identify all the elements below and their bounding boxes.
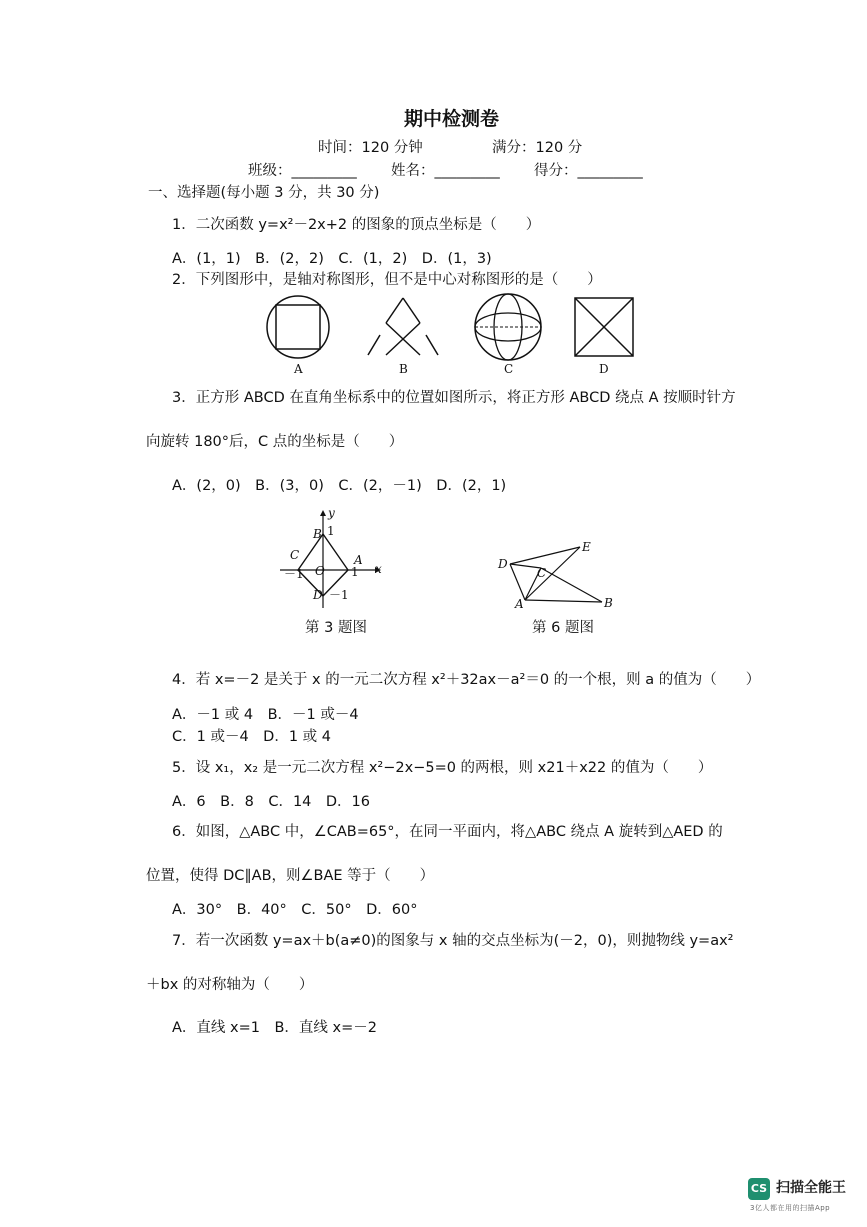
fig6-label-d: D — [498, 557, 508, 571]
fig3-label-y: y — [328, 506, 335, 520]
page-title: 期中检测卷 — [404, 108, 500, 130]
section-heading: 一、选择题(每小题 3 分，共 30 分) — [148, 185, 380, 201]
question-4-options-line2: C．1 或－4 D．1 或 4 — [172, 729, 332, 745]
question-3-options: A．(2，0) B．(3，0) C．(2，－1) D．(2，1) — [172, 478, 507, 494]
q2-figure-a — [258, 293, 338, 363]
fig3-label-one-top: 1 — [327, 524, 335, 538]
q2-figure-b-label: B — [399, 362, 408, 376]
fig3-label-x: x — [375, 562, 382, 576]
q2-figure-b — [363, 293, 443, 363]
fig3-label-c: C — [290, 548, 300, 562]
question-5-options: A．6 B．8 C．14 D．16 — [172, 794, 371, 810]
score-field: 得分：_________ — [534, 163, 643, 179]
fig3-label-neg-one: －1 — [284, 567, 304, 581]
scanner-logo-icon: CS — [748, 1178, 770, 1200]
question-1-stem: 1．二次函数 y=x²－2x+2 的图象的顶点坐标是（ ） — [172, 217, 541, 233]
question-7-stem-line1: 7．若一次函数 y=ax＋b(a≠0)的图象与 x 轴的交点坐标为(－2，0)，则抛物线 y=ax² — [172, 933, 734, 949]
question-4-stem: 4．若 x=－2 是关于 x 的一元二次方程 x²＋32ax－a²＝0 的一个根，则 a 的值为（ ） — [172, 672, 761, 688]
scanner-app-tagline: 3亿人都在用的扫描App — [750, 1204, 831, 1212]
question-7-stem-line2: ＋bx 的对称轴为（ ） — [146, 977, 314, 993]
question-2-stem: 2．下列图形中，是轴对称图形，但不是中心对称图形的是（ ） — [172, 272, 602, 288]
name-field: 姓名：_________ — [391, 163, 500, 179]
question-7-options: A．直线 x=1 B．直线 x=－2 — [172, 1020, 377, 1036]
q2-figure-c-label: C — [504, 362, 514, 376]
fig3-label-b: B — [313, 527, 322, 541]
q2-figure-d — [570, 293, 640, 363]
full-score: 满分：120 分 — [492, 140, 583, 156]
q2-figure-d-label: D — [599, 362, 609, 376]
fig6-label-a: A — [515, 597, 524, 611]
question-1-options: A．(1，1) B．(2，2) C．(1，2) D．(1，3) — [172, 251, 492, 267]
exam-time: 时间：120 分钟 — [318, 140, 423, 156]
class-field: 班级：_________ — [248, 163, 357, 179]
question-4-options-line1: A．－1 或 4 B．－1 或－4 — [172, 707, 359, 723]
fig3-label-neg-one-bottom: －1 — [329, 588, 349, 602]
fig3-label-d: D — [313, 588, 323, 602]
fig3-label-a: A — [354, 553, 363, 567]
question-3-stem-line2: 向旋转 180°后，C 点的坐标是（ ） — [146, 434, 404, 450]
fig6-label-c: C — [537, 566, 547, 580]
question-6-stem-line1: 6．如图，△ABC 中，∠CAB=65°，在同一平面内，将△ABC 绕点 A 旋转到△AED 的 — [172, 824, 723, 840]
q2-figure-a-label: A — [294, 362, 303, 376]
scanner-app-name: 扫描全能王 — [776, 1180, 846, 1196]
fig3-label-o: O — [315, 564, 325, 578]
question-5-stem: 5．设 x₁，x₂ 是一元二次方程 x²−2x−5=0 的两根，则 x21＋x22 的值为（ ） — [172, 760, 713, 776]
fig6-label-b: B — [604, 596, 613, 610]
q2-figure-c — [468, 293, 548, 363]
fig3-caption: 第 3 题图 — [305, 620, 367, 636]
question-6-options: A．30° B．40° C．50° D．60° — [172, 902, 418, 918]
fig3-label-one-right: 1 — [351, 565, 359, 579]
question-3-stem-line1: 3．正方形 ABCD 在直角坐标系中的位置如图所示，将正方形 ABCD 绕点 A 按顺时针方 — [172, 390, 736, 406]
fig6-label-e: E — [582, 540, 591, 554]
question-6-stem-line2: 位置，使得 DC∥AB，则∠BAE 等于（ ） — [146, 868, 435, 884]
fig6-caption: 第 6 题图 — [532, 620, 594, 636]
